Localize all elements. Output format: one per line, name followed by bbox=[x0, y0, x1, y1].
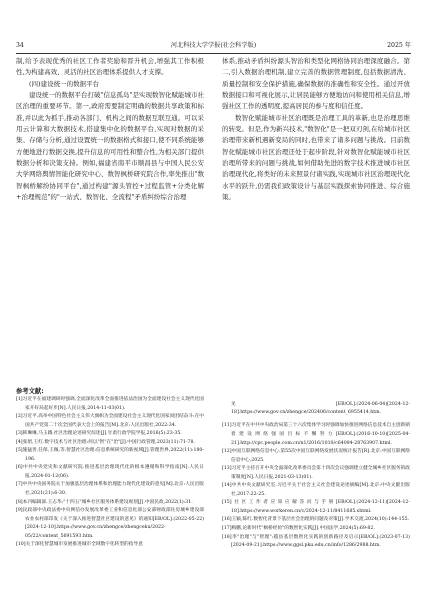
reference-item: [8]本刊编辑部.王志华:"十四五"城乡社区服务体系建设规划[J].中国民政,2022(1):31. bbox=[16, 499, 193, 505]
reference-item-continued: 见[EB/OL].(2024-06-04)[2024-12-18].https://www.gov.cn/zhengce/202406/content_6955414.htm. bbox=[231, 401, 410, 416]
references-left-column bbox=[16, 396, 204, 550]
page-number: 34 bbox=[16, 42, 24, 49]
reference-item: [5]施猛善,任保,王佩,等.智慧社区治理:信息系统研究的新视域[J].管理世界,2022(11):180-196. bbox=[16, 448, 204, 462]
reference-item: [7]中共中央国务院关于加强基层治理体系和治理能力现代化建设的意见[M].北京:人民出版社,2021(21):6-30. bbox=[16, 482, 204, 497]
publication-year: 2025 年 bbox=[387, 42, 411, 49]
reference-item: [1]习近平在福建调研时强调,全面深化改革全面推进依法治国为全面建设社会主义现代化国家开好局起好步[N].人民日报,2014-11-03(01). bbox=[16, 397, 204, 411]
right-paragraph-2: 数智化赋能城市社区治理既是治理工具的革新,也是治理思维的转变。但是,作为新兴技术,"数智化"是一把双刃剑,在给城市社区治理带来新机遇新变局的同时,也带来了诸多问题与挑战。目前数智化赋能城市社区治理还处于起步阶段,针对数智化赋能城市社区治理所带来的问题与挑战,如何借助先进的数字技术推进城市社区治理现代化,将类好的未来照景付诸实践,实现城市社区治理现代化水平的跃升,仍需我们政策设计与基层实践探索协同推进、综合施策。 bbox=[222, 113, 410, 202]
running-header bbox=[16, 40, 411, 52]
reference-item: [10]关于深化智慧城市发展推进城市全域数字化转型的指导意 bbox=[16, 542, 143, 548]
reference-item: [16]王颖,陈红.数智化背景下基层社会治理的问题及对策[J].学术交流,2024(10):144-155. bbox=[222, 517, 410, 523]
left-column bbox=[16, 56, 204, 203]
reference-item: [18]李"治理"与"智理":越县基层数智化实践的创新路径及启示[EB/OL].(2023-07-13)[2024-09-21].https://www.ggsl.pku.edu.cn/info/1286/2988.htm. bbox=[222, 534, 410, 549]
journal-title: 河北科技大学学报(社会科学版) bbox=[170, 42, 257, 49]
references-right-column bbox=[222, 396, 410, 551]
references-title: 参考文献: bbox=[16, 388, 44, 395]
left-paragraph-1: 制,给予表现优秀的社区工作者奖励和晋升机会,增强其工作积极性,为构建高效、灵活的社区治理体系提供人才支撑。 bbox=[16, 57, 204, 77]
right-paragraph-1: 体系,推动矛盾纠纷源头智治和类型化网格协同治理深度融合。第二,引入数据治理机制,建立完善的数据管理制度,包括数据清洗、质量控制和安全保护措施,确保数据的准确性和安全性。通过开放数据接口和可视化展示,让居民能够方便地访问和使用相关信息,增强社区工作的透明度,提高居民的参与度和信任度。 bbox=[222, 57, 410, 111]
reference-item: [17]梅鹏,论新时代"枫桥经验"的数智化实践[J].中国法学,2024(5):69-82. bbox=[222, 526, 375, 532]
reference-item: [15]社区工作者应知应解答问与手册[EB/OL].(2024-12-11)[2024-12-18].https://www.workeren.cn/c/2024-12-11/8411685.shtml. bbox=[222, 500, 410, 514]
reference-item: [13]习近平主持召开中央全面深化改革委员会第十四次会议强调建立健全城乡社区服务的政策制度[N].人民日报,2021-03-13(01). bbox=[222, 466, 410, 480]
references-section bbox=[16, 386, 411, 549]
reference-item: [6]中共中央党史和文献研究院.推进基层治理现代化的根本遵循和科学指南[N].人民日报,2024-01-12(06). bbox=[16, 465, 204, 479]
reference-item: [12]中国互联网络信息中心.第55次中国互联网络发展状况统计报告[R].北京:中国互联网络信息中心,2025. bbox=[222, 449, 410, 463]
reference-item: [11]习近平在中共中央政治局第三十六次集体学习时强调加快推进网络信息技术自主创新朝着建设网络强国目标不懈努力[EB/OL].(2016-10-10)[2025-04-21].http://cpc.people.com.cn/n1/2016/1010/c64094-28763907.html. bbox=[222, 423, 410, 446]
reference-item: [14]中共中央文献研究室.习近平关于社会主义社会建设论述摘编[M].北京:中央文献出版社,2017:22-25. bbox=[222, 483, 410, 497]
right-column bbox=[222, 56, 410, 203]
reference-item: [2]习近平.高举中国特色社会主义伟大旗帜为全面建设社会主义现代化国家而团结奋斗:在中国共产党第二十次全国代表大会上的报告[M].北京:人民出版社,2022:34. bbox=[16, 414, 204, 428]
section-heading: (四)建设统一的数据平台 bbox=[29, 79, 100, 88]
left-paragraph-2: 建设统一的数据平台打破"信息孤岛"是实现数智化赋能城市社区治理的重要环节。第一,政府需要制定明确的数据共享政策和标准,并以此为抓手,推动各部门、机构之间的数据互联互通。可以采用云计算和大数据技术,搭建集中化的数据平台,实现对数据的采集、存储与分析,通过设置统一的数据格式和接口,使不同系统能够方便地进行数据交换,提升信息的可用性和整合性,为相关部门提供数据分析和决策支持。例如,福建省南平市顺昌县与中国人民公安大学网络舆情智能化研究中心、数智枫桥研究院合作,率先推出"数智枫桥解纷协同平台",通过构建"源头管控+过程监管+分类化解+治理规范"的"一站式、数智化、全流程"矛盾纠纷综合治理 bbox=[16, 91, 204, 202]
reference-item: [4]张珺,王红.数字技术与社区治理:何以"智"在"治"[J].中国行政管理,2023(11):71-78. bbox=[16, 439, 195, 445]
reference-item: [3]韩琳琳,马玉娥.社区治理论述研究综述[J].甘肃行政学院学报,2016(5):23-35. bbox=[16, 431, 182, 437]
header-rule bbox=[16, 53, 411, 54]
reference-item: [9]民政部中央政法委中央网信办发展改革委工业和信息化部公安部财政部住房城乡建设部农业农村部印发《关于深入推进智慧社区建设的意见》的通知[EB/OL].(2022-05-22)[2024-12-10].https://www.gov.cn/zhengce/zhengceku/2022-05/22/content_5691593.htm. bbox=[16, 508, 204, 539]
